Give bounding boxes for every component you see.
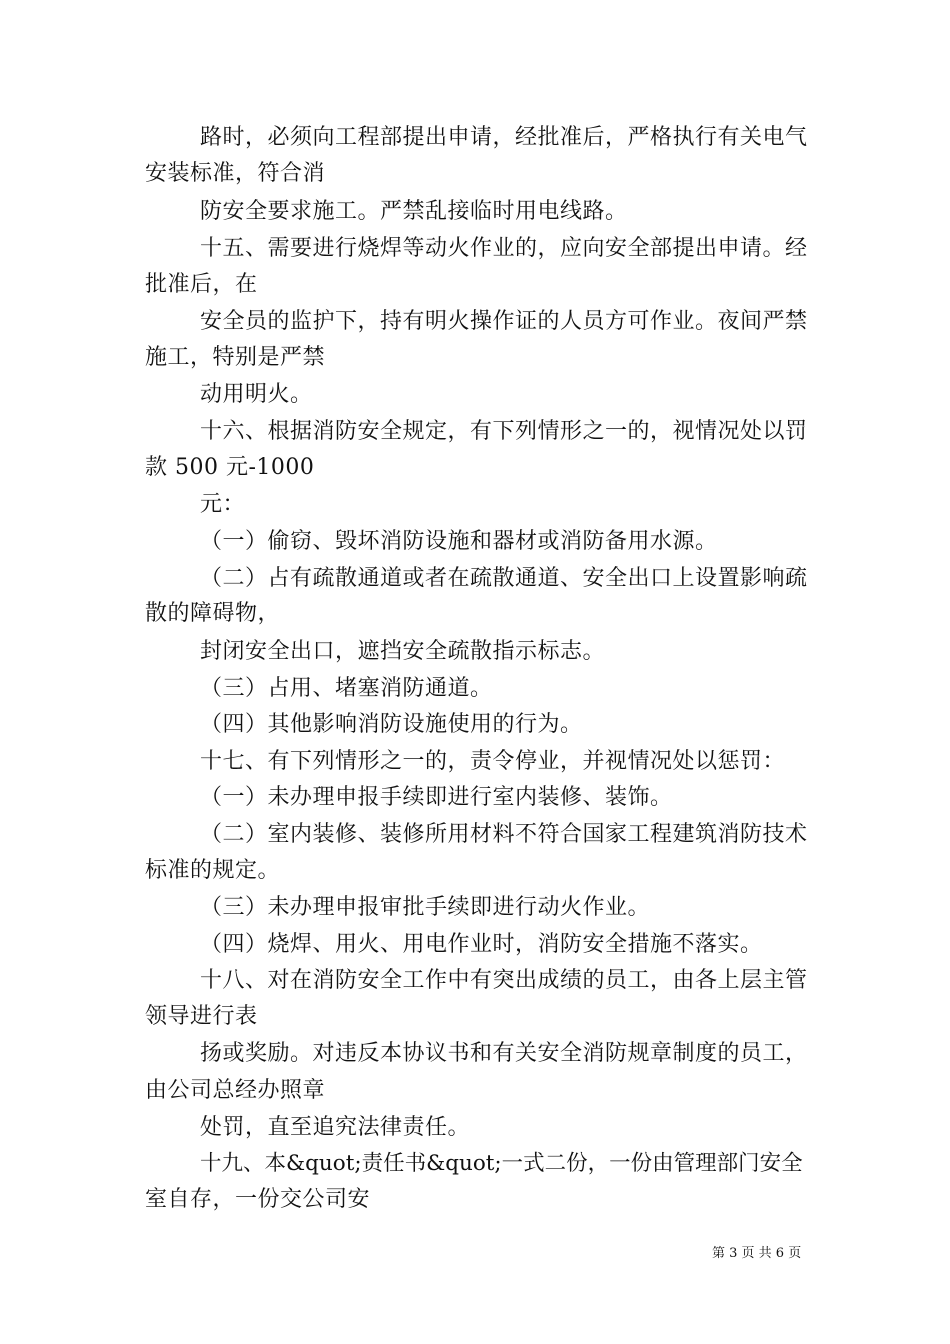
text-line: 款 500 元-1000 bbox=[145, 455, 315, 480]
text-line: 十八、对在消防安全工作中有突出成绩的员工，由各上层主管 bbox=[200, 968, 808, 993]
text-line: 路时，必须向工程部提出申请，经批准后，严格执行有关电气 bbox=[200, 125, 808, 150]
text-line: 施工，特别是严禁 bbox=[145, 345, 326, 370]
text-line: （三）占用、堵塞消防通道。 bbox=[200, 676, 493, 701]
text-line: 十五、需要进行烧焊等动火作业的，应向安全部提出申请。经 bbox=[200, 236, 808, 261]
text-line: （四）烧焊、用火、用电作业时，消防安全措施不落实。 bbox=[200, 932, 763, 957]
text-line: 散的障碍物， bbox=[145, 601, 281, 626]
text-line: 标准的规定。 bbox=[145, 858, 281, 883]
text-line: 由公司总经办照章 bbox=[145, 1078, 326, 1103]
text-line: （一）偷窃、毁坏消防设施和器材或消防备用水源。 bbox=[200, 529, 718, 554]
text-line: 防安全要求施工。严禁乱接临时用电线路。 bbox=[200, 199, 628, 224]
page-number: 第 3 页 共 6 页 bbox=[712, 1246, 802, 1261]
text-line: 安装标准，符合消 bbox=[145, 161, 326, 186]
text-line: 十九、本&quot;责任书&quot;一式二份，一份由管理部门安全 bbox=[200, 1151, 803, 1176]
text-line: 安全员的监护下，持有明火操作证的人员方可作业。夜间严禁 bbox=[200, 309, 808, 334]
text-line: 十七、有下列情形之一的，责令停业，并视情况处以惩罚： bbox=[200, 749, 786, 774]
text-line: 十六、根据消防安全规定，有下列情形之一的，视情况处以罚 bbox=[200, 419, 808, 444]
text-line: （三）未办理申报审批手续即进行动火作业。 bbox=[200, 895, 651, 920]
text-line: （一）未办理申报手续即进行室内装修、装饰。 bbox=[200, 785, 673, 810]
text-line: 处罚，直至追究法律责任。 bbox=[200, 1115, 471, 1140]
text-line: 动用明火。 bbox=[200, 382, 313, 407]
text-line: 室自存，一份交公司安 bbox=[145, 1187, 371, 1212]
text-line: 批准后，在 bbox=[145, 272, 258, 297]
text-line: 封闭安全出口，遮挡安全疏散指示标志。 bbox=[200, 639, 606, 664]
text-line: （二）室内装修、装修所用材料不符合国家工程建筑消防技术 bbox=[200, 822, 808, 847]
text-line: 领导进行表 bbox=[145, 1004, 258, 1029]
text-line: 扬或奖励。对违反本协议书和有关安全消防规章制度的员工， bbox=[200, 1041, 808, 1066]
text-line: 元： bbox=[200, 492, 246, 517]
text-line: （四）其他影响消防设施使用的行为。 bbox=[200, 712, 583, 737]
text-line: （二）占有疏散通道或者在疏散通道、安全出口上设置影响疏 bbox=[200, 566, 808, 591]
